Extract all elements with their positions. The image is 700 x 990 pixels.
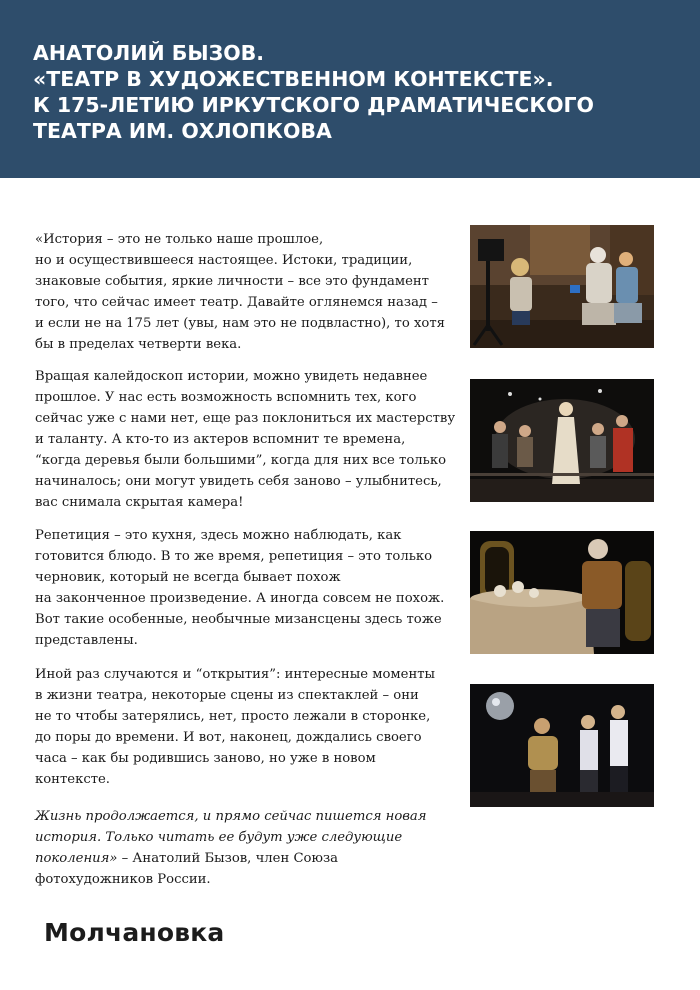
text-line: черновик, который не всегда бывает похож [35,570,341,585]
quote-end: поколения» [35,851,118,866]
text-line: контексте. [35,772,110,787]
attribution-line: фотохудожников России. [35,872,211,887]
paragraph-2 [35,366,455,513]
rehearsal-table-photo [470,531,654,654]
stage-performance-image [470,379,654,502]
text-line: история. Только читать ее будут уже следующие [35,830,403,845]
text-line: Жизнь продолжается, и прямо сейчас пишется новая [35,809,427,824]
stage-performance-photo [470,379,654,502]
paragraph-3 [35,525,455,651]
text-line: на законченное произведение. А иногда совсем не похож. [35,591,445,606]
text-line: “когда деревья были большими”, когда для них все только [35,453,447,468]
text-line: Вот такие особенные, необычные мизансцены здесь тоже [35,612,442,627]
text-line: но и осуществившееся настоящее. Истоки, традиции, [35,253,413,268]
paragraph-1 [35,229,455,355]
title-line: К 175-ЛЕТИЮ ИРКУТСКОГО ДРАМАТИЧЕСКОГО [33,93,594,117]
text-line: Вращая калейдоскоп истории, можно увидеть недавнее [35,369,428,384]
attribution: – Анатолий Бызов, член Союза [117,851,339,866]
header-banner [0,0,700,178]
text-line: бы в пределах четверти века. [35,337,242,352]
title-line: ТЕАТРА ИМ. ОХЛОПКОВА [33,119,332,143]
text-line: представлены. [35,633,138,648]
page-title [33,40,673,144]
rehearsal-table-image [470,531,654,654]
text-line: сейчас уже с нами нет, еще раз поклониться их мастерству [35,411,456,426]
text-line: Иной раз случаются и “открытия”: интересные моменты [35,667,436,682]
text-line: до поры до времени. И вот, наконец, дождались своего [35,730,422,745]
text-line: в жизни театра, некоторые сцены из спектаклей – они [35,688,419,703]
text-line: начиналось; они могут увидеть себя заново – улыбнитесь, [35,474,442,489]
text-line: «История – это не только наше прошлое, [35,232,324,247]
text-line [35,848,455,869]
film-set-photo [470,225,654,348]
title-line: АНАТОЛИЙ БЫЗОВ. [33,41,265,65]
text-line: Репетиция – это кухня, здесь можно наблюдать, как [35,528,402,543]
text-line: и если не на 175 лет (увы, нам это не подвластно), то хотя [35,316,445,331]
text-line: прошлое. У нас есть возможность вспомнить тех, кого [35,390,417,405]
text-line: не то чтобы затерялись, нет, просто лежали в сторонке, [35,709,431,724]
text-line: готовится блюдо. В то же время, репетиция – это только [35,549,433,564]
text-line: знаковые события, яркие личности – все это фундамент [35,274,429,289]
text-line: того, что сейчас имеет театр. Давайте оглянемся назад – [35,295,438,310]
stage-scene-photo [470,684,654,807]
film-set-image [470,225,654,348]
paragraph-4 [35,664,455,790]
text-line: вас снимала скрытая камера! [35,495,244,510]
title-line: «ТЕАТР В ХУДОЖЕСТВЕННОМ КОНТЕКСТЕ». [33,67,554,91]
text-line: и таланту. А кто-то из актеров вспомнит те времена, [35,432,406,447]
logo-text: Молчановка [44,918,225,947]
paragraph-5 [35,806,455,890]
stage-scene-image [470,684,654,807]
text-line: часа – как бы родившись заново, но уже в новом [35,751,376,766]
